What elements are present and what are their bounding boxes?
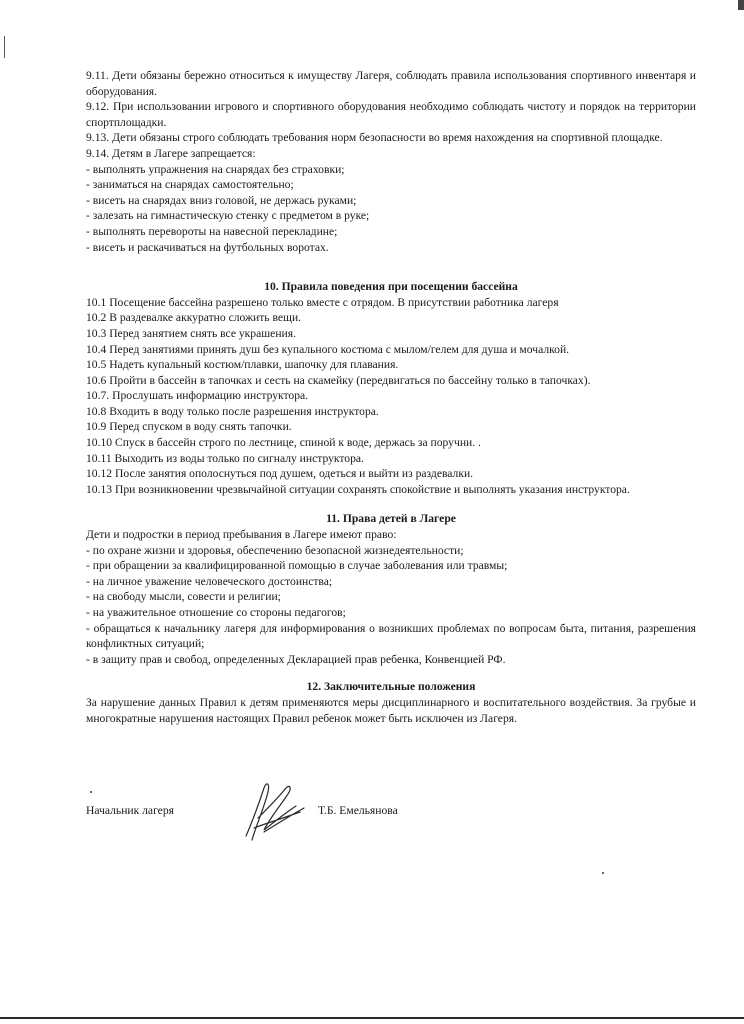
signatory-name: Т.Б. Емельянова [318,804,398,817]
section-10 [86,279,696,497]
list-item: - по охране жизни и здоровья, обеспечению безопасной жизнедеятельности; [86,543,464,557]
scan-speck [90,791,92,793]
clause-10-10: 10.10 Спуск в бассейн строго по лестнице, спиной к воде, держась за поручни. . [86,436,481,450]
clause-10-3: 10.3 Перед занятием снять все украшения. [86,326,296,340]
list-item: - на свободу мысли, совести и религии; [86,590,281,604]
scan-bottom-edge [0,1017,744,1019]
list-item: - обращаться к начальнику лагеря для информирования о возникших проблемах по вопросам быта, питания, разрешения конфликтных ситуаций; [86,621,696,651]
clause-9-12: 9.12. При использовании игрового и спортивного оборудования необходимо соблюдать чистоту и порядок на территории спортплощадки. [86,100,696,129]
clause-10-8: 10.8 Входить в воду только после разрешения инструктора. [86,404,379,418]
list-item: - в защиту прав и свобод, определенных Декларацией прав ребенка, Конвенцией РФ. [86,652,506,666]
section-heading: 12. Заключительные положения [306,680,476,694]
list-item: - на личное уважение человеческого достоинства; [86,574,333,588]
clause-9-11: 9.11. Дети обязаны бережно относиться к имуществу Лагеря, соблюдать правила использования спортивного инвентаря и оборудования. [86,69,696,98]
list-item: - висеть на снарядах вниз головой, не держась руками; [86,193,357,207]
clause-10-7: 10.7. Прослушать информацию инструктора. [86,389,309,403]
handwritten-signature [234,778,314,848]
document-body [86,68,696,726]
scan-edge-mark [4,36,5,58]
section-heading: 10. Правила поведения при посещении бассейна [264,280,518,294]
section-9-continued [86,68,696,255]
clause-10-13: 10.13 При возникновении чрезвычайной ситуации сохранять спокойствие и выполнять указания инструктора. [86,482,630,496]
list-item: - заниматься на снарядах самостоятельно; [86,178,294,192]
list-item: - при обращении за квалифицированной помощью в случае заболевания или травмы; [86,559,508,573]
section-heading: 11. Права детей в Лагере [326,512,456,526]
clause-10-12: 10.12 После занятия ополоснуться под душем, одеться и выйти из раздевалки. [86,467,474,481]
list-item: - висеть и раскачиваться на футбольных воротах. [86,240,329,254]
list-item: - выполнять упражнения на снарядах без страховки; [86,162,345,176]
signature-block [86,800,696,860]
list-item: - на уважительное отношение со стороны педагогов; [86,606,346,619]
clause-10-2: 10.2 В раздевалке аккуратно сложить вещи. [86,311,302,325]
section-12 [86,679,696,726]
section-intro: Дети и подростки в период пребывания в Лагере имеют право: [86,528,397,542]
clause-10-4: 10.4 Перед занятиями принять душ без купального костюма с мылом/гелем для душа и мочалкой. [86,342,570,356]
list-item: - залезать на гимнастическую стенку с предметом в руке; [86,209,370,223]
signatory-role: Начальник лагеря [86,804,174,817]
list-item: - выполнять перевороты на навесной перекладине; [86,224,338,238]
clause-10-11: 10.11 Выходить из воды только по сигналу инструктора. [86,451,364,465]
clause-10-1: 10.1 Посещение бассейна разрешено только вместе с отрядом. В присутствии работника лагеря [86,295,559,309]
scan-corner-mark [738,0,744,10]
clause-9-14: 9.14. Детям в Лагере запрещается: [86,146,256,160]
section-11 [86,511,696,667]
scan-speck [602,872,604,874]
clause-9-13: 9.13. Дети обязаны строго соблюдать требования норм безопасности во время нахождения на спортивной площадке. [86,131,663,145]
section-text: За нарушение данных Правил к детям применяются меры дисциплинарного и воспитательного воздействия. За грубые и многократные нарушения настоящих Правил ребенок может быть исключен из Лагеря. [86,695,696,725]
clause-10-5: 10.5 Надеть купальный костюм/плавки, шапочку для плавания. [86,358,399,372]
clause-10-9: 10.9 Перед спуском в воду снять тапочки. [86,420,292,434]
clause-10-6: 10.6 Пройти в бассейн в тапочках и сесть на скамейку (передвигаться по бассейну только в тапочках). [86,373,591,387]
